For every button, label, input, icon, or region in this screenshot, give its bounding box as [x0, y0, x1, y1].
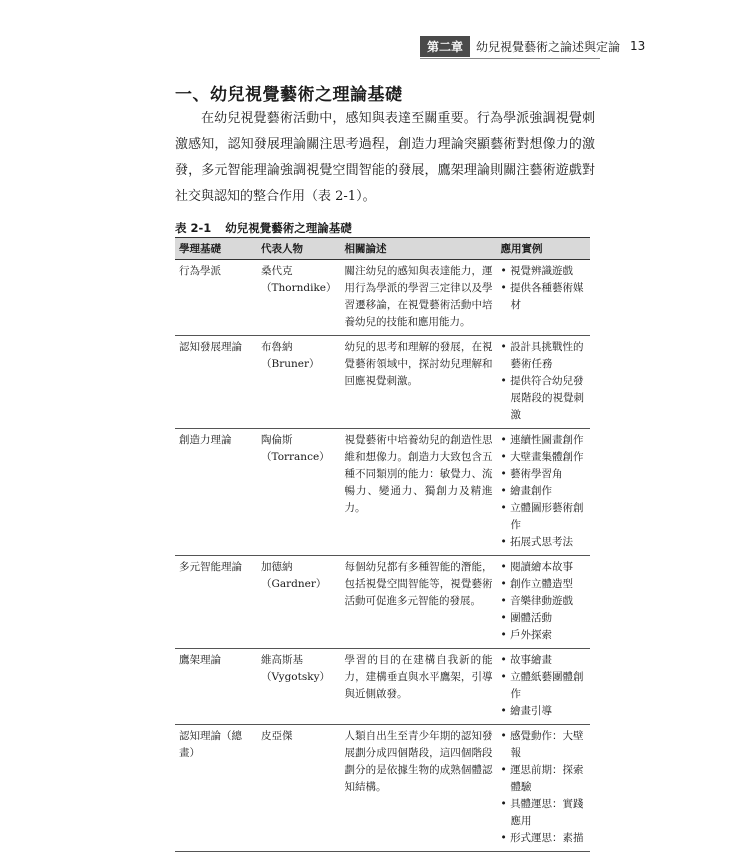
example-item: • 提供符合幼兒發展階段的視覺刺激	[501, 373, 586, 424]
examples-cell	[497, 725, 590, 852]
theory-cell: 認知理論（總畫）	[175, 725, 257, 852]
theory-cell: 行為學派	[175, 260, 257, 336]
table-caption	[175, 220, 366, 236]
examples-list	[501, 263, 586, 314]
examples-cell	[497, 556, 590, 649]
chapter-label: 第二章	[420, 36, 470, 57]
example-item: • 運思前期：探索體驗	[501, 762, 586, 796]
representative-cell	[257, 336, 341, 429]
example-item: • 繪畫引導	[501, 703, 586, 720]
table-row	[175, 336, 590, 429]
discussion-cell: 幼兒的思考和理解的發展，在視覺藝術領域中，探討幼兒理解和回應視覺刺激。	[341, 336, 497, 429]
example-item: • 立體紙藝團體創作	[501, 669, 586, 703]
discussion-cell: 學習的目的在建構自我新的能力，建構垂直與水平鷹架，引導與近側啟發。	[341, 649, 497, 725]
examples-cell	[497, 429, 590, 556]
examples-list	[501, 728, 586, 847]
representative-name: 維高斯基	[261, 654, 303, 666]
example-item: • 大壁畫集體創作	[501, 449, 586, 466]
header-theory: 學理基礎	[175, 238, 257, 260]
representative-name: 桑代克	[261, 265, 293, 277]
table-caption-number: 表 2-1	[175, 221, 212, 235]
running-header-title: 幼兒視覺藝術之論述與定論	[476, 39, 621, 54]
theory-cell: 鷹架理論	[175, 649, 257, 725]
representative-english-name: （Vygotsky）	[261, 671, 331, 683]
examples-cell	[497, 649, 590, 725]
table-row	[175, 649, 590, 725]
example-item: • 立體圖形藝術創作	[501, 500, 586, 534]
example-item: • 具體運思：實踐應用	[501, 796, 586, 830]
representative-cell	[257, 649, 341, 725]
discussion-cell: 每個幼兒都有多種智能的潛能，包括視覺空間智能等，視覺藝術活動可促進多元智能的發展。	[341, 556, 497, 649]
header-rule	[420, 58, 600, 59]
example-item: • 拓展式思考法	[501, 534, 586, 551]
example-item: • 設計具挑戰性的藝術任務	[501, 339, 586, 373]
example-item: • 故事繪畫	[501, 652, 586, 669]
example-item: • 藝術學習角	[501, 466, 586, 483]
example-item: • 音樂律動遊戲	[501, 593, 586, 610]
header-discussion: 相關論述	[341, 238, 497, 260]
running-header	[420, 36, 645, 56]
representative-cell	[257, 725, 341, 852]
example-item: • 團體活動	[501, 610, 586, 627]
theory-table	[175, 237, 590, 852]
header-representative: 代表人物	[257, 238, 341, 260]
theory-cell: 認知發展理論	[175, 336, 257, 429]
section-title: 一、幼兒視覺藝術之理論基礎	[175, 85, 403, 105]
examples-list	[501, 559, 586, 644]
table-header-row	[175, 238, 590, 260]
intro-paragraph: 在幼兒視覺藝術活動中，感知與表達至關重要。行為學派強調視覺刺激感知，認知發展理論關注思考過程，創造力理論突顯藝術對想像力的激發，多元智能理論強調視覺空間智能的發展，鷹架理論則關注藝術遊戲對社交與認知的整合作用（表 2-1）。	[175, 111, 595, 204]
representative-cell	[257, 556, 341, 649]
representative-cell	[257, 260, 341, 336]
representative-english-name: （Bruner）	[261, 358, 320, 370]
discussion-cell: 視覺藝術中培養幼兒的創造性思維和想像力。創造力大致包含五種不同類別的能力：敏覺力、流暢力、變通力、獨創力及精進力。	[341, 429, 497, 556]
example-item: • 連續性圖畫創作	[501, 432, 586, 449]
example-item: • 形式運思：素描	[501, 830, 586, 847]
representative-name: 布魯納	[261, 341, 293, 353]
representative-name: 陶倫斯	[261, 434, 293, 446]
discussion-cell: 人類自出生至青少年期的認知發展劃分成四個階段，這四個階段劃分的是依據生物的成熟個體認知結構。	[341, 725, 497, 852]
examples-cell	[497, 260, 590, 336]
examples-cell	[497, 336, 590, 429]
representative-name: 加德納	[261, 561, 293, 573]
header-examples: 應用實例	[497, 238, 590, 260]
table-caption-title: 幼兒視覺藝術之理論基礎	[225, 221, 352, 235]
theory-cell: 創造力理論	[175, 429, 257, 556]
representative-english-name: （Gardner）	[261, 578, 327, 590]
representative-english-name: （Torrance）	[261, 451, 330, 463]
example-item: • 感覺動作：大壁報	[501, 728, 586, 762]
representative-english-name: （Thorndike）	[261, 282, 337, 294]
example-item: • 戶外探索	[501, 627, 586, 644]
example-item: • 創作立體造型	[501, 576, 586, 593]
table-row	[175, 725, 590, 852]
table-row	[175, 429, 590, 556]
examples-list	[501, 652, 586, 720]
table-row	[175, 556, 590, 649]
examples-list	[501, 432, 586, 551]
representative-cell	[257, 429, 341, 556]
example-item: • 視覺辨識遊戲	[501, 263, 586, 280]
example-item: • 閱讀繪本故事	[501, 559, 586, 576]
example-item: • 提供各種藝術媒材	[501, 280, 586, 314]
examples-list	[501, 339, 586, 424]
table-row	[175, 260, 590, 336]
theory-cell: 多元智能理論	[175, 556, 257, 649]
example-item: • 繪畫創作	[501, 483, 586, 500]
discussion-cell: 關注幼兒的感知與表達能力，運用行為學派的學習三定律以及學習遷移論，在視覺藝術活動中培養幼兒的技能和應用能力。	[341, 260, 497, 336]
representative-name: 皮亞傑	[261, 730, 293, 742]
page-number: 13	[630, 39, 646, 53]
